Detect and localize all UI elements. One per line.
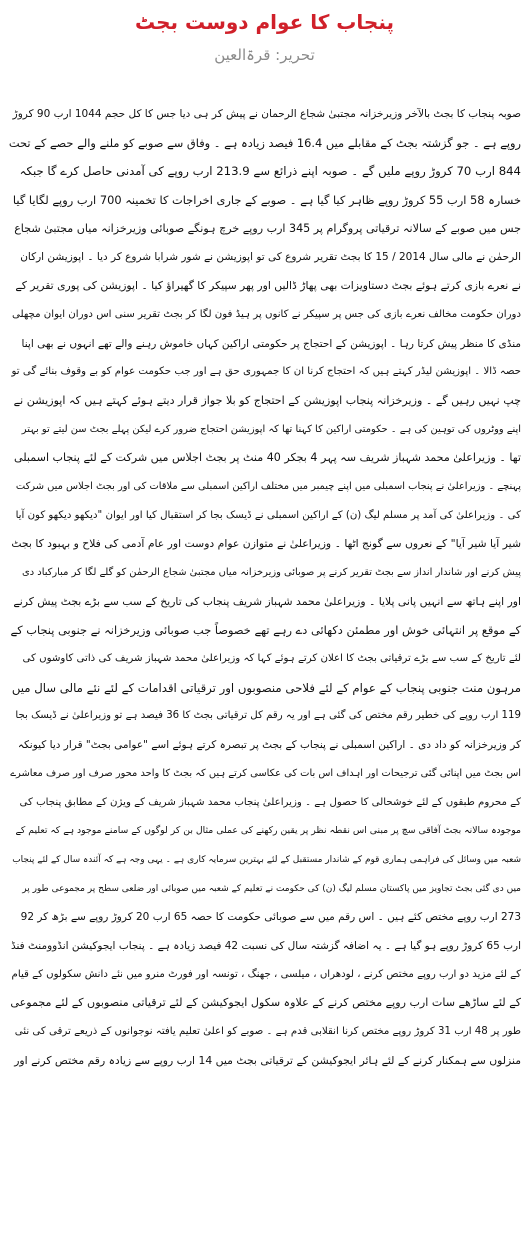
article-line: پیش کرنے اور شاندار انداز سے بجٹ تقریر کرنے پر صوبائی وزیرخزانہ میاں مجتبیٰ شجاع الرحمٰن کو گلے لگا کر مبارکباد دی [22,567,521,578]
article-line: کے محروم طبقوں کے لئے خوشحالی کا حصول ہے ۔ وزیراعلیٰ پنجاب محمد شہباز شریف کے ویژن کے مطابق پنجاب کی [19,796,521,808]
article-line: لئے تاریخ کے سب سے بڑے ترقیاتی بجٹ کا اعلان کرتے ہوئے کہا کہ وزیراعلیٰ محمد شہباز شریف کی ذاتی کاوشوں کی [22,653,521,665]
article-line: منڈی کا منظر پیش کرتا رہا ۔ اپوزیشن کے احتجاج پر حکومتی اراکین کہاں خاموش رہنے والے تھے انہوں نے بھی اپنا [21,337,521,350]
article-line: طور پر 48 ارب 31 کروڑ روپے مختص کرنا انقلابی قدم ہے ۔ صوبے کو اعلیٰ تعلیم یافتہ نوجوانوں کے ذریعے ترقی کی نئی [14,1026,521,1037]
article-line: روپے ہے ۔ جو گزشتہ بجٹ کے مقابلے میں 16.4 فیصد زیادہ ہے ۔ وفاق سے صوبے کو ملنے والے حصے کے تحت [8,135,521,150]
article-line: 273 ارب روپے مختص کئے ہیں ۔ اس رقم میں سے صوبائی حکومت کا حصہ 65 ارب 20 کروڑ روپے سے بڑھ کر 92 [20,911,521,924]
article-line: اپنے ووٹروں کی توہین کی ہے ۔ حکومتی اراکین کا کہنا تھا کہ اپوزیشن احتجاج ضرور کرے لیکن پہلے بجٹ سن لیتے تو بہتر [21,423,521,435]
article-line: منزلوں سے ہمکنار کرنے کے لئے ہائر ایجوکیشن کے ترقیاتی بجٹ میں 14 ارب روپے سے زیادہ رقم مختص کرنے اور [14,1053,521,1067]
article-line: میں دی گئی بجٹ تجاویز میں پاکستان مسلم لیگ (ن) کی حکومت نے تعلیم کے شعبہ میں صوبائی اور ضلعی سطح پر مجموعی طور پر [22,883,521,894]
article-body [8,100,521,1075]
article-line: خسارہ 58 ارب 55 کروڑ روپے ظاہر کیا گیا ہے ۔ صوبے کے جاری اخراجات کا تخمینہ 700 ارب روپے لگایا گیا [12,193,521,208]
article-line: اور اپنے ہاتھ سے انہیں پانی پلایا ۔ وزیراعلیٰ محمد شہباز شریف پنجاب کی تاریخ کے سب سے بڑے بجٹ پیش کرنے [13,594,521,608]
article-line: اس بجٹ میں اپنائی گئی ترجیحات اور اہداف اس بات کی عکاسی کرتے ہیں کہ بجٹ کا واحد محور صرف اور صرف معاشرے [10,767,521,779]
article-line: شیر آیا شیر آیا" کے نعروں سے گونج اٹھا ۔ وزیراعلیٰ نے متوازن عوام دوست اور عام آدمی کی فلاح و بہبود کا بجٹ [11,537,521,551]
article-line: تھا ۔ وزیراعلیٰ محمد شہباز شریف سہ پہر 4 بجکر 40 منٹ پر بجٹ اجلاس میں شرکت کے لئے پنجاب اسمبلی [13,451,521,465]
article-line: مرہون منت جنوبی پنجاب کے عوام کے لئے فلاحی منصوبوں اور ترقیاتی اقدامات کے لئے نئے مالی سال میں [11,680,521,695]
article-line: کر وزیرخزانہ کو داد دی ۔ اراکین اسمبلی نے پنجاب کے بجٹ پر تبصرہ کرتے ہوئے اسے "عوامی بجٹ" قرار دیا کیونکہ [17,739,521,752]
article-line: ارب 65 کروڑ روپے ہو گیا ہے ۔ یہ اضافہ گزشتہ سال کی نسبت 42 فیصد زیادہ ہے ۔ پنجاب ایجوکیشن انڈوومنٹ فنڈ [10,939,521,952]
article-line: شعبہ میں وسائل کی فراہمی ہماری قوم کے شاندار مستقبل کے لئے بہترین سرمایہ کاری ہے ۔ یہی وجہ ہے کہ آئندہ سال کے لئے پنجاب [12,854,521,865]
article-line: حصہ ڈالا ۔ اپوزیشن لیڈر کہتے ہیں کہ احتجاج کرنا ان کا جمہوری حق ہے اور جب حکومت عوام کو بے وقوف بنائے گی تو [11,366,521,378]
article-byline: تحریر: قرۃالعین [214,46,315,64]
article-line: کے موقع پر انتہائی خوش اور مطمئن دکھائی دے رہے تھے خصوصاً جب صوبائی وزیرخزانہ نے جنوبی پنجاب کے [10,623,521,638]
article-line: موجودہ سالانہ بجٹ آفاقی سچ پر مبنی اس نقطہ نظر پر یقین رکھنے کی عملی مثال بن کر لوگوں کے سامنے موجود ہے کہ تعلیم کے [15,825,521,837]
article-line: 119 ارب روپے کی خطیر رقم مختص کی گئی ہے اور یہ رقم کل ترقیاتی بجٹ کا 36 فیصد ہے تو وزیراعلیٰ نے ڈیسک بجا [15,710,521,722]
article-line: کے لئے ساڑھے سات ارب روپے مختص کرنے کے علاوہ سکول ایجوکیشن کے لئے ترقیاتی منصوبوں کے لئے مجموعی [10,996,521,1010]
article-line: دوران حکومت مخالف نعرے بازی کی جس پر سپیکر نے کانوں پر ہیڈ فون لگا کر بجٹ تقریر سنی اس دوران ایوان مچھلی [11,308,521,320]
article-line: کی ۔ وزیراعلیٰ کی آمد پر مسلم لیگ (ن) کے اراکین اسمبلی نے ڈیسک بجا کر استقبال کیا اور ایوان "دیکھو دیکھو کون آیا [15,509,521,521]
article-line: نے نعرے بازی کرتے ہوئے بجٹ دستاویزات بھی پھاڑ ڈالیں اور پھر سپیکر کا گھیراؤ کیا ۔ اپوزیشن کی پوری تقریر کے [15,279,521,293]
article-line: الرحمٰن نے مالی سال 2014 / 15 کا بجٹ تقریر شروع کی تو اپوزیشن نے شور شرابا شروع کر دیا ۔ اپوزیشن ارکان [20,251,521,264]
article-line: صوبہ پنجاب کا بجٹ بالآخر وزیرخزانہ مجتبیٰ شجاع الرحمان نے پیش کر ہی دیا جس کا کل حجم 1044 ارب 90 کروڑ [12,108,521,120]
article-line: چپ نہیں رہیں گے ۔ وزیرخزانہ پنجاب اپوزیشن کے احتجاج کو بلا جواز قرار دیتے ہوئے کہتے ہیں کہ اپوزیشن نے [13,393,521,407]
article-line: جس میں صوبے کے سالانہ ترقیاتی پروگرام پر 345 ارب روپے خرچ ہونگے صوبائی وزیرخزانہ میاں مجتبیٰ شجاع [14,221,521,235]
article-line: کے لئے مزید دو ارب روپے مختص کرنے ، لودھراں ، میلسی ، جھنگ ، تونسہ اور فورٹ منرو میں نئے دانش سکولوں کے قیام [11,968,521,980]
article-title: پنجاب کا عوام دوست بجٹ [134,10,395,34]
article-line: 844 ارب 70 کروڑ روپے ملیں گے ۔ صوبہ اپنے ذرائع سے 213.9 ارب روپے کی آمدنی حاصل کرے گا جبکہ [19,164,521,179]
article-line: پہنچے ۔ وزیراعلیٰ نے پنجاب اسمبلی میں اپنے چیمبر میں مختلف اراکین اسمبلی سے ملاقات کی اور بجٹ اجلاس میں شرکت [15,480,521,492]
